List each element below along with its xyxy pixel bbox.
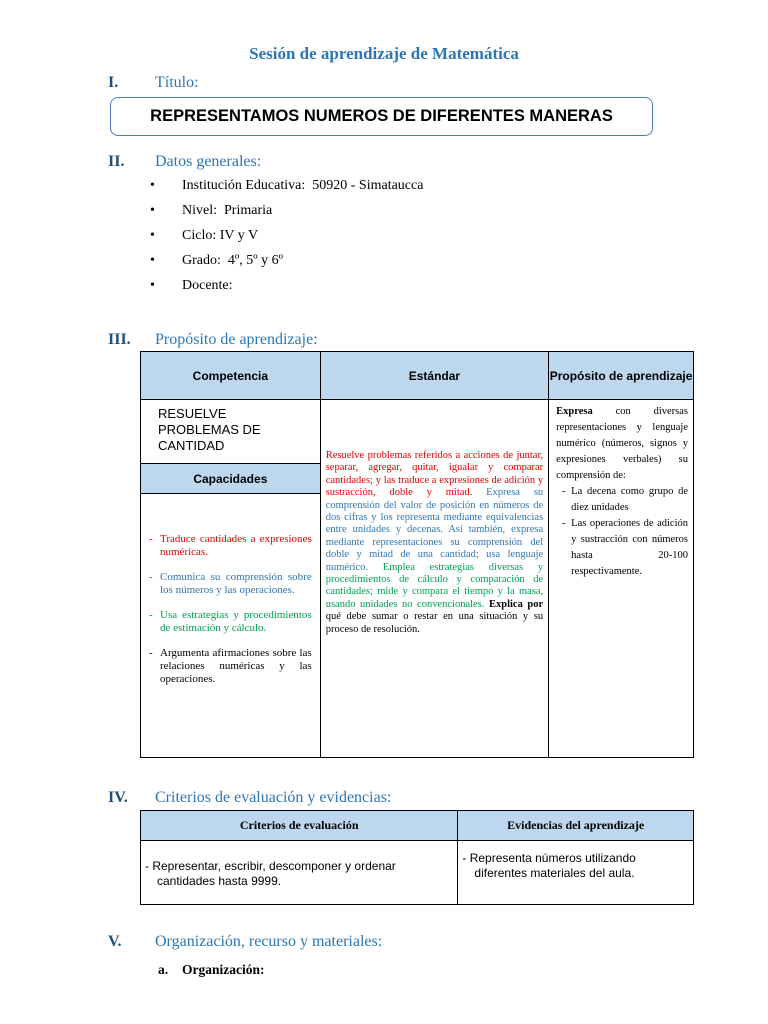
estandar-text-red: Resuelve problemas referidos a acciones de juntar, separar, agregar, quitar, igualar y comparar cantidades; y las traduce a expresiones de adición y sustracción, doble y mitad. <box>325 450 544 499</box>
section-label: Organización, recurso y materiales: <box>155 933 383 950</box>
list-item: - La decena como grupo de diez unidades <box>556 484 688 516</box>
proposito-item: Las operaciones de adición y sustracción con números hasta 20-100 respectivamente. <box>571 518 688 577</box>
field-label: Grado: <box>182 253 221 268</box>
section-2-heading <box>108 153 261 171</box>
list-item <box>150 253 423 278</box>
criterios-table <box>140 810 694 905</box>
title-box: REPRESENTAMOS NUMEROS DE DIFERENTES MANERAS <box>110 97 653 136</box>
section-number: III. <box>108 331 131 348</box>
column-header-proposito: Propósito de aprendizaje <box>549 352 694 400</box>
datos-generales-list <box>150 178 423 303</box>
bullet-icon: • <box>150 178 155 193</box>
document-title: Sesión de aprendizaje de Matemática <box>249 44 519 63</box>
estandar-text-blue: Expresa su comprensión del valor de posición en números de dos cifras y los representa mediante equivalencias entre unidades y decenas. Así también, expresa mediante representaciones su comprensión del doble y mitad de una cantidad; usa lenguaje numérico. <box>325 487 544 573</box>
competencia-cell: RESUELVE PROBLEMAS DE CANTIDAD <box>141 400 321 464</box>
section-label: Criterios de evaluación y evidencias: <box>155 789 392 806</box>
field-label: Ciclo: <box>182 228 217 243</box>
proposito-bold: Expresa <box>556 406 593 417</box>
estandar-text-bold: Explica por <box>488 598 544 610</box>
list-item <box>150 178 423 203</box>
section-4-heading <box>108 789 391 807</box>
section-label: Propósito de aprendizaje: <box>155 331 318 348</box>
capacidad-item: - Comunica su comprensión sobre los números y las operaciones. <box>149 571 312 596</box>
table-row <box>141 400 694 464</box>
bullet-icon: • <box>150 228 155 243</box>
table-row <box>141 841 694 905</box>
table-header-row <box>141 352 694 400</box>
field-value: 4º, 5º y 6º <box>227 253 283 268</box>
proposito-intro <box>556 404 688 484</box>
table-header-row <box>141 811 694 841</box>
list-item <box>150 203 423 228</box>
evidencia-cell: - Representa números utilizando diferentes materiales del aula. <box>458 841 694 905</box>
proposito-item: La decena como grupo de diez unidades <box>571 486 688 513</box>
subheading-label: a. <box>158 962 169 977</box>
section-number: II. <box>108 153 125 170</box>
capacidades-header: Capacidades <box>141 464 321 494</box>
bullet-icon: • <box>150 203 155 218</box>
list-item <box>150 228 423 253</box>
section-number: IV. <box>108 789 128 806</box>
section-label: Datos generales: <box>155 153 262 170</box>
section-number: I. <box>108 74 119 91</box>
capacidad-item: - Argumenta afirmaciones sobre las relaciones numéricas y las operaciones. <box>149 647 312 685</box>
estandar-text-green: Emplea estrategias diversas y procedimientos de cálculo y comparación de cantidades; mide y compara el tiempo y la masa, usando unidades no convencionales. <box>325 561 544 610</box>
criterio-cell: - Representar, escribir, descomponer y ordenar cantidades hasta 9999. <box>141 841 458 905</box>
capacidades-cell <box>141 494 321 758</box>
section-number: V. <box>108 933 122 950</box>
list-item <box>150 278 423 303</box>
column-header-competencia: Competencia <box>141 352 321 400</box>
field-label: Docente: <box>182 278 233 293</box>
organizacion-subheading <box>158 962 265 978</box>
capacidad-item: - Traduce cantidades a expresiones numéricas. <box>149 533 312 558</box>
capacidad-item: - Usa estrategias y procedimientos de estimación y cálculo. <box>149 609 312 634</box>
proposito-table <box>140 351 694 758</box>
subheading-title: Organización: <box>182 962 265 977</box>
field-value: Primaria <box>224 203 273 218</box>
section-5-heading <box>108 933 382 951</box>
column-header-criterios: Criterios de evaluación <box>141 811 458 841</box>
field-value: 50920 - Simataucca <box>312 178 424 193</box>
section-3-heading <box>108 331 318 349</box>
section-1-heading <box>108 74 199 92</box>
field-value: IV y V <box>219 228 259 243</box>
bullet-icon: • <box>150 278 155 293</box>
column-header-evidencias: Evidencias del aprendizaje <box>458 811 694 841</box>
field-label: Institución Educativa: <box>182 178 306 193</box>
proposito-cell <box>549 400 694 758</box>
bullet-icon: • <box>150 253 155 268</box>
field-label: Nivel: <box>182 203 217 218</box>
estandar-text-black: qué debe sumar o restar en una situación y su proceso de resolución. <box>325 611 544 635</box>
section-label: Título: <box>155 74 199 91</box>
proposito-intro-text: con diversas representaciones y lenguaje numérico (números, signos y expresiones verbales) su comprensión de: <box>556 406 688 481</box>
estandar-cell <box>320 400 548 758</box>
column-header-estandar: Estándar <box>320 352 548 400</box>
list-item: - Las operaciones de adición y sustracción con números hasta 20-100 respectivamente. <box>556 516 688 580</box>
